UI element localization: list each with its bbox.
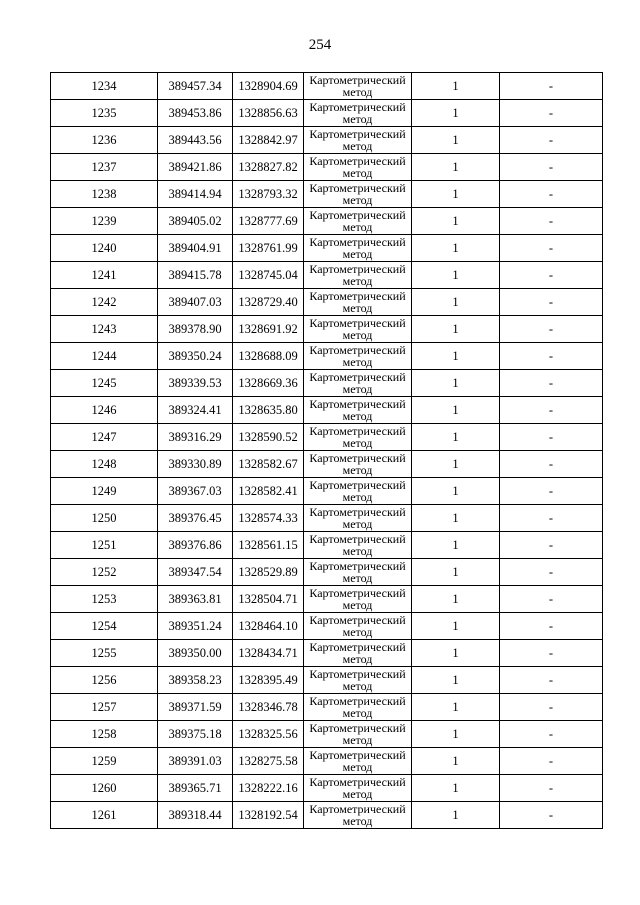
description-cell: - bbox=[500, 370, 603, 397]
table-row bbox=[51, 721, 603, 748]
point-number-cell: 1249 bbox=[51, 478, 158, 505]
y-coordinate-cell: 1328729.40 bbox=[233, 289, 304, 316]
method-line-1: Картометрический bbox=[309, 748, 406, 762]
point-number-cell: 1241 bbox=[51, 262, 158, 289]
table-row bbox=[51, 451, 603, 478]
x-coordinate-cell: 389365.71 bbox=[158, 775, 233, 802]
description-cell: - bbox=[500, 478, 603, 505]
method-line-1: Картометрический bbox=[309, 586, 406, 600]
method-line-1: Картометрический bbox=[309, 559, 406, 573]
table-row bbox=[51, 802, 603, 829]
x-coordinate-cell: 389378.90 bbox=[158, 316, 233, 343]
method-line-2: метод bbox=[342, 544, 373, 558]
page-number: 254 bbox=[308, 37, 332, 53]
description-cell: - bbox=[500, 721, 603, 748]
point-number-cell: 1236 bbox=[51, 127, 158, 154]
description-cell: - bbox=[500, 73, 603, 100]
x-coordinate-cell: 389414.94 bbox=[158, 181, 233, 208]
table-row bbox=[51, 154, 603, 181]
method-line-2: метод bbox=[342, 247, 373, 261]
accuracy-cell: 1 bbox=[412, 667, 500, 694]
x-coordinate-cell: 389376.86 bbox=[158, 532, 233, 559]
method-cell bbox=[304, 802, 412, 829]
y-coordinate-cell: 1328691.92 bbox=[233, 316, 304, 343]
x-coordinate-cell: 389318.44 bbox=[158, 802, 233, 829]
y-coordinate-cell: 1328856.63 bbox=[233, 100, 304, 127]
description-cell: - bbox=[500, 316, 603, 343]
method-line-1: Картометрический bbox=[309, 154, 406, 168]
y-coordinate-cell: 1328574.33 bbox=[233, 505, 304, 532]
method-cell bbox=[304, 721, 412, 748]
method-cell bbox=[304, 424, 412, 451]
method-line-1: Картометрический bbox=[309, 775, 406, 789]
description-cell: - bbox=[500, 532, 603, 559]
table-row bbox=[51, 370, 603, 397]
method-line-1: Картометрический bbox=[309, 667, 406, 681]
method-line-2: метод bbox=[342, 85, 373, 99]
y-coordinate-cell: 1328793.32 bbox=[233, 181, 304, 208]
accuracy-cell: 1 bbox=[412, 586, 500, 613]
point-number-cell: 1238 bbox=[51, 181, 158, 208]
method-line-2: метод bbox=[342, 193, 373, 207]
method-line-2: метод bbox=[342, 490, 373, 504]
y-coordinate-cell: 1328827.82 bbox=[233, 154, 304, 181]
y-coordinate-cell: 1328688.09 bbox=[233, 343, 304, 370]
method-line-1: Картометрический bbox=[309, 505, 406, 519]
point-number-cell: 1258 bbox=[51, 721, 158, 748]
accuracy-cell: 1 bbox=[412, 343, 500, 370]
method-cell bbox=[304, 613, 412, 640]
description-cell: - bbox=[500, 775, 603, 802]
point-number-cell: 1243 bbox=[51, 316, 158, 343]
table-row bbox=[51, 127, 603, 154]
y-coordinate-cell: 1328346.78 bbox=[233, 694, 304, 721]
description-cell: - bbox=[500, 397, 603, 424]
x-coordinate-cell: 389339.53 bbox=[158, 370, 233, 397]
description-cell: - bbox=[500, 235, 603, 262]
point-number-cell: 1246 bbox=[51, 397, 158, 424]
method-line-1: Картометрический bbox=[309, 262, 406, 276]
table-row bbox=[51, 613, 603, 640]
method-line-2: метод bbox=[342, 517, 373, 531]
description-cell: - bbox=[500, 208, 603, 235]
method-cell bbox=[304, 127, 412, 154]
x-coordinate-cell: 389376.45 bbox=[158, 505, 233, 532]
point-number-cell: 1244 bbox=[51, 343, 158, 370]
method-line-2: метод bbox=[342, 652, 373, 666]
method-line-2: метод bbox=[342, 679, 373, 693]
method-line-1: Картометрический bbox=[309, 478, 406, 492]
accuracy-cell: 1 bbox=[412, 613, 500, 640]
method-line-2: метод bbox=[342, 220, 373, 234]
table-row bbox=[51, 235, 603, 262]
description-cell: - bbox=[500, 586, 603, 613]
accuracy-cell: 1 bbox=[412, 694, 500, 721]
x-coordinate-cell: 389358.23 bbox=[158, 667, 233, 694]
method-cell bbox=[304, 262, 412, 289]
y-coordinate-cell: 1328582.67 bbox=[233, 451, 304, 478]
accuracy-cell: 1 bbox=[412, 802, 500, 829]
point-number-cell: 1254 bbox=[51, 613, 158, 640]
method-cell bbox=[304, 208, 412, 235]
accuracy-cell: 1 bbox=[412, 127, 500, 154]
method-line-1: Картометрический bbox=[309, 73, 406, 87]
point-number-cell: 1247 bbox=[51, 424, 158, 451]
method-cell bbox=[304, 775, 412, 802]
point-number-cell: 1234 bbox=[51, 73, 158, 100]
method-line-1: Картометрический bbox=[309, 397, 406, 411]
accuracy-cell: 1 bbox=[412, 100, 500, 127]
x-coordinate-cell: 389391.03 bbox=[158, 748, 233, 775]
point-number-cell: 1255 bbox=[51, 640, 158, 667]
method-cell bbox=[304, 316, 412, 343]
method-line-2: метод bbox=[342, 166, 373, 180]
table-row bbox=[51, 343, 603, 370]
accuracy-cell: 1 bbox=[412, 721, 500, 748]
method-line-1: Картометрический bbox=[309, 451, 406, 465]
method-line-2: метод bbox=[342, 625, 373, 639]
y-coordinate-cell: 1328395.49 bbox=[233, 667, 304, 694]
table-row bbox=[51, 505, 603, 532]
point-number-cell: 1242 bbox=[51, 289, 158, 316]
point-number-cell: 1260 bbox=[51, 775, 158, 802]
table-row bbox=[51, 775, 603, 802]
y-coordinate-cell: 1328434.71 bbox=[233, 640, 304, 667]
method-line-1: Картометрический bbox=[309, 721, 406, 735]
method-cell bbox=[304, 586, 412, 613]
accuracy-cell: 1 bbox=[412, 505, 500, 532]
method-line-1: Картометрический bbox=[309, 613, 406, 627]
method-line-2: метод bbox=[342, 328, 373, 342]
coordinates-table bbox=[50, 72, 603, 829]
y-coordinate-cell: 1328590.52 bbox=[233, 424, 304, 451]
table-row bbox=[51, 640, 603, 667]
table-row bbox=[51, 397, 603, 424]
description-cell: - bbox=[500, 451, 603, 478]
x-coordinate-cell: 389330.89 bbox=[158, 451, 233, 478]
y-coordinate-cell: 1328464.10 bbox=[233, 613, 304, 640]
method-line-1: Картометрический bbox=[309, 343, 406, 357]
accuracy-cell: 1 bbox=[412, 775, 500, 802]
accuracy-cell: 1 bbox=[412, 478, 500, 505]
method-cell bbox=[304, 154, 412, 181]
point-number-cell: 1237 bbox=[51, 154, 158, 181]
method-line-1: Картометрический bbox=[309, 181, 406, 195]
method-line-2: метод bbox=[342, 301, 373, 315]
x-coordinate-cell: 389457.34 bbox=[158, 73, 233, 100]
method-cell bbox=[304, 532, 412, 559]
table-row bbox=[51, 316, 603, 343]
method-line-1: Картометрический bbox=[309, 316, 406, 330]
y-coordinate-cell: 1328904.69 bbox=[233, 73, 304, 100]
method-cell bbox=[304, 235, 412, 262]
accuracy-cell: 1 bbox=[412, 559, 500, 586]
point-number-cell: 1256 bbox=[51, 667, 158, 694]
method-line-1: Картометрический bbox=[309, 100, 406, 114]
x-coordinate-cell: 389371.59 bbox=[158, 694, 233, 721]
method-line-2: метод bbox=[342, 409, 373, 423]
method-cell bbox=[304, 100, 412, 127]
method-line-2: метод bbox=[342, 733, 373, 747]
method-line-2: метод bbox=[342, 787, 373, 801]
method-line-1: Картометрический bbox=[309, 370, 406, 384]
method-line-2: метод bbox=[342, 814, 373, 828]
y-coordinate-cell: 1328222.16 bbox=[233, 775, 304, 802]
method-cell bbox=[304, 640, 412, 667]
point-number-cell: 1251 bbox=[51, 532, 158, 559]
table-row bbox=[51, 748, 603, 775]
method-line-1: Картометрический bbox=[309, 640, 406, 654]
method-line-2: метод bbox=[342, 382, 373, 396]
description-cell: - bbox=[500, 613, 603, 640]
table-row bbox=[51, 667, 603, 694]
point-number-cell: 1248 bbox=[51, 451, 158, 478]
description-cell: - bbox=[500, 424, 603, 451]
table-row bbox=[51, 208, 603, 235]
x-coordinate-cell: 389415.78 bbox=[158, 262, 233, 289]
description-cell: - bbox=[500, 559, 603, 586]
x-coordinate-cell: 389324.41 bbox=[158, 397, 233, 424]
description-cell: - bbox=[500, 640, 603, 667]
method-line-1: Картометрический bbox=[309, 424, 406, 438]
method-cell bbox=[304, 478, 412, 505]
table-row bbox=[51, 559, 603, 586]
x-coordinate-cell: 389405.02 bbox=[158, 208, 233, 235]
method-cell bbox=[304, 694, 412, 721]
description-cell: - bbox=[500, 694, 603, 721]
accuracy-cell: 1 bbox=[412, 73, 500, 100]
x-coordinate-cell: 389347.54 bbox=[158, 559, 233, 586]
method-cell bbox=[304, 397, 412, 424]
accuracy-cell: 1 bbox=[412, 640, 500, 667]
description-cell: - bbox=[500, 802, 603, 829]
accuracy-cell: 1 bbox=[412, 289, 500, 316]
method-line-2: метод bbox=[342, 760, 373, 774]
y-coordinate-cell: 1328582.41 bbox=[233, 478, 304, 505]
y-coordinate-cell: 1328325.56 bbox=[233, 721, 304, 748]
table-row bbox=[51, 532, 603, 559]
method-cell bbox=[304, 451, 412, 478]
table-row bbox=[51, 478, 603, 505]
description-cell: - bbox=[500, 289, 603, 316]
point-number-cell: 1257 bbox=[51, 694, 158, 721]
x-coordinate-cell: 389375.18 bbox=[158, 721, 233, 748]
description-cell: - bbox=[500, 748, 603, 775]
y-coordinate-cell: 1328761.99 bbox=[233, 235, 304, 262]
accuracy-cell: 1 bbox=[412, 154, 500, 181]
table-row bbox=[51, 424, 603, 451]
method-line-2: метод bbox=[342, 112, 373, 126]
y-coordinate-cell: 1328777.69 bbox=[233, 208, 304, 235]
accuracy-cell: 1 bbox=[412, 748, 500, 775]
description-cell: - bbox=[500, 343, 603, 370]
point-number-cell: 1240 bbox=[51, 235, 158, 262]
x-coordinate-cell: 389443.56 bbox=[158, 127, 233, 154]
method-line-2: метод bbox=[342, 706, 373, 720]
point-number-cell: 1245 bbox=[51, 370, 158, 397]
method-cell bbox=[304, 181, 412, 208]
x-coordinate-cell: 389407.03 bbox=[158, 289, 233, 316]
description-cell: - bbox=[500, 100, 603, 127]
accuracy-cell: 1 bbox=[412, 181, 500, 208]
y-coordinate-cell: 1328275.58 bbox=[233, 748, 304, 775]
accuracy-cell: 1 bbox=[412, 262, 500, 289]
method-line-1: Картометрический bbox=[309, 208, 406, 222]
y-coordinate-cell: 1328561.15 bbox=[233, 532, 304, 559]
method-line-2: метод bbox=[342, 139, 373, 153]
y-coordinate-cell: 1328745.04 bbox=[233, 262, 304, 289]
description-cell: - bbox=[500, 181, 603, 208]
accuracy-cell: 1 bbox=[412, 208, 500, 235]
method-line-2: метод bbox=[342, 571, 373, 585]
x-coordinate-cell: 389363.81 bbox=[158, 586, 233, 613]
point-number-cell: 1252 bbox=[51, 559, 158, 586]
accuracy-cell: 1 bbox=[412, 397, 500, 424]
method-line-1: Картометрический bbox=[309, 235, 406, 249]
method-cell bbox=[304, 289, 412, 316]
point-number-cell: 1239 bbox=[51, 208, 158, 235]
method-cell bbox=[304, 73, 412, 100]
y-coordinate-cell: 1328669.36 bbox=[233, 370, 304, 397]
y-coordinate-cell: 1328635.80 bbox=[233, 397, 304, 424]
description-cell: - bbox=[500, 667, 603, 694]
method-line-2: метод bbox=[342, 436, 373, 450]
method-cell bbox=[304, 343, 412, 370]
method-cell bbox=[304, 505, 412, 532]
description-cell: - bbox=[500, 154, 603, 181]
table-row bbox=[51, 289, 603, 316]
x-coordinate-cell: 389367.03 bbox=[158, 478, 233, 505]
method-cell bbox=[304, 370, 412, 397]
method-line-1: Картометрический bbox=[309, 289, 406, 303]
method-line-1: Картометрический bbox=[309, 694, 406, 708]
table-row bbox=[51, 181, 603, 208]
point-number-cell: 1253 bbox=[51, 586, 158, 613]
table-row bbox=[51, 586, 603, 613]
x-coordinate-cell: 389351.24 bbox=[158, 613, 233, 640]
point-number-cell: 1235 bbox=[51, 100, 158, 127]
description-cell: - bbox=[500, 127, 603, 154]
x-coordinate-cell: 389350.24 bbox=[158, 343, 233, 370]
table-row bbox=[51, 100, 603, 127]
description-cell: - bbox=[500, 262, 603, 289]
y-coordinate-cell: 1328192.54 bbox=[233, 802, 304, 829]
accuracy-cell: 1 bbox=[412, 235, 500, 262]
x-coordinate-cell: 389316.29 bbox=[158, 424, 233, 451]
point-number-cell: 1250 bbox=[51, 505, 158, 532]
method-line-2: метод bbox=[342, 463, 373, 477]
table-row bbox=[51, 262, 603, 289]
accuracy-cell: 1 bbox=[412, 532, 500, 559]
accuracy-cell: 1 bbox=[412, 370, 500, 397]
method-line-1: Картометрический bbox=[309, 127, 406, 141]
accuracy-cell: 1 bbox=[412, 424, 500, 451]
point-number-cell: 1259 bbox=[51, 748, 158, 775]
method-line-1: Картометрический bbox=[309, 802, 406, 816]
description-cell: - bbox=[500, 505, 603, 532]
x-coordinate-cell: 389404.91 bbox=[158, 235, 233, 262]
point-number-cell: 1261 bbox=[51, 802, 158, 829]
method-line-2: метод bbox=[342, 355, 373, 369]
method-cell bbox=[304, 748, 412, 775]
method-cell bbox=[304, 559, 412, 586]
accuracy-cell: 1 bbox=[412, 451, 500, 478]
method-cell bbox=[304, 667, 412, 694]
x-coordinate-cell: 389421.86 bbox=[158, 154, 233, 181]
y-coordinate-cell: 1328842.97 bbox=[233, 127, 304, 154]
x-coordinate-cell: 389350.00 bbox=[158, 640, 233, 667]
method-line-2: метод bbox=[342, 274, 373, 288]
method-line-1: Картометрический bbox=[309, 532, 406, 546]
table-row bbox=[51, 73, 603, 100]
y-coordinate-cell: 1328529.89 bbox=[233, 559, 304, 586]
accuracy-cell: 1 bbox=[412, 316, 500, 343]
y-coordinate-cell: 1328504.71 bbox=[233, 586, 304, 613]
coordinates-table-body bbox=[51, 73, 603, 829]
x-coordinate-cell: 389453.86 bbox=[158, 100, 233, 127]
table-row bbox=[51, 694, 603, 721]
method-line-2: метод bbox=[342, 598, 373, 612]
